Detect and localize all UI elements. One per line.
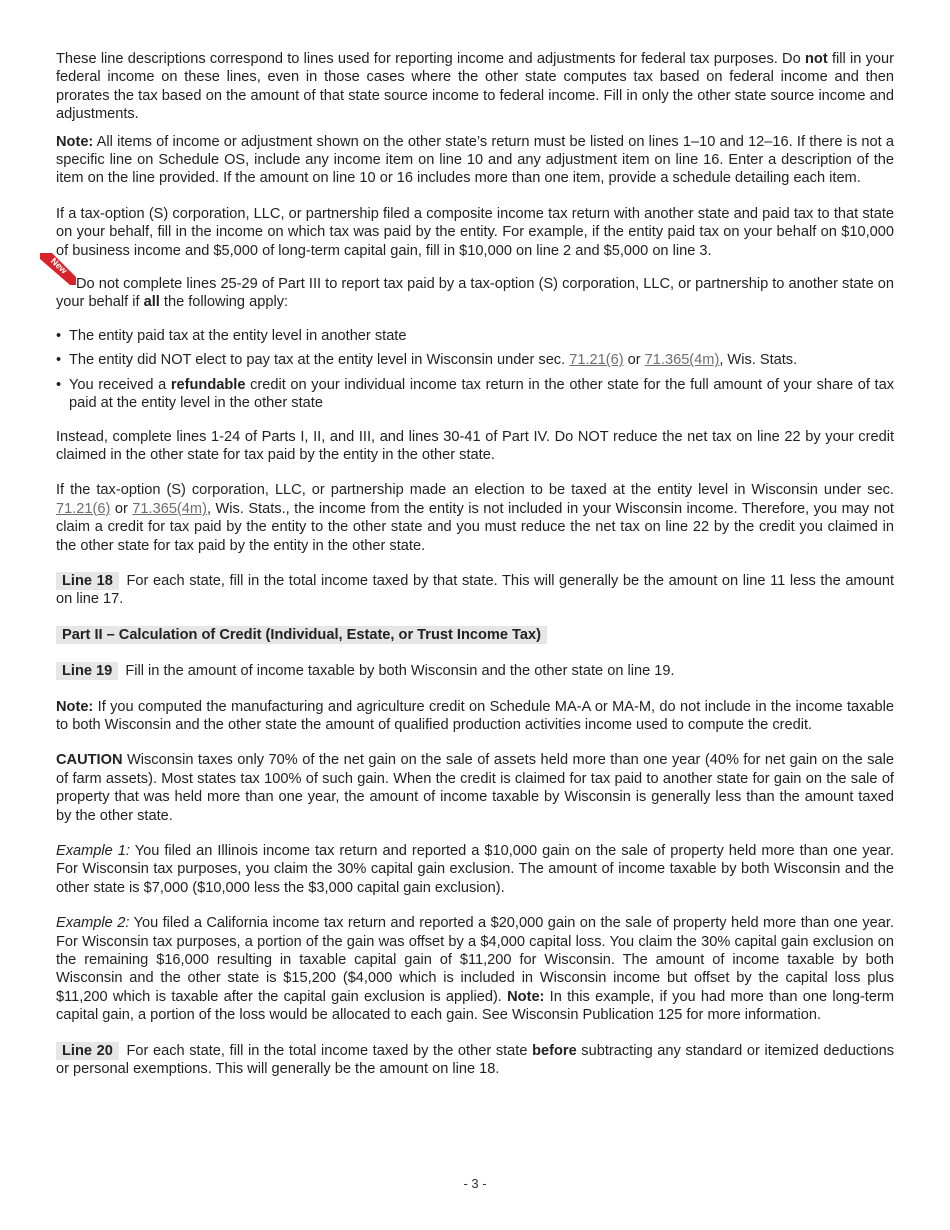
- list-item: • You received a refundable credit on your individual income tax return in the other state for the full amount of your share of tax paid at the entity level in the other state: [56, 376, 894, 413]
- statute-link-71-21-6[interactable]: 71.21(6): [569, 352, 624, 369]
- instead-paragraph: Instead, complete lines 1-24 of Parts I, II, and III, and lines 30-41 of Part IV. Do NOT reduce the net tax on line 22 by your credit claimed in the other state for tax paid by the entity in the other state.: [56, 428, 894, 463]
- line-20-paragraph: Line 20 For each state, fill in the total income taxed by the other state before subtracting any standard or itemized deductions or personal exemptions. This will generally be the amount on line 18.: [56, 1042, 894, 1078]
- list-item: • The entity did NOT elect to pay tax at the entity level in Wisconsin under sec. 71.21(6) or 71.365(4m), Wis. Stats.: [56, 351, 894, 369]
- note-manufacturing-credit: Note: If you computed the manufacturing and agriculture credit on Schedule MA-A or MA-M, do not include in the income taxable to both Wisconsin and the other state the amount of qualified production activities income used to compute the credit.: [56, 698, 894, 733]
- list-item: • The entity paid tax at the entity level in another state: [56, 327, 894, 345]
- new-badge-icon: [36, 253, 76, 285]
- statute-link-71-365-4m[interactable]: 71.365(4m): [644, 352, 720, 369]
- line-20-label: Line 20: [56, 1042, 119, 1060]
- part-2-heading: Part II – Calculation of Credit (Individual, Estate, or Trust Income Tax): [56, 626, 547, 644]
- conditions-list: [56, 327, 894, 413]
- statute-link-71-365-4m[interactable]: 71.365(4m): [132, 500, 207, 517]
- do-not-complete-paragraph: New Do not complete lines 25-29 of Part III to report tax paid by a tax-option (S) corporation, LLC, or partnership to another state on your behalf if all the following apply:: [56, 275, 894, 312]
- document-page: [48, 50, 895, 1078]
- statute-link-71-21-6[interactable]: 71.21(6): [56, 500, 111, 517]
- line-19-label: Line 19: [56, 662, 118, 680]
- new-badge-label: New: [48, 255, 70, 276]
- caution-paragraph: CAUTION Wisconsin taxes only 70% of the net gain on the sale of assets held more than one year (40% for net gain on the sale of farm assets). Most states tax 100% of such gain. When the credit is claimed for tax paid to another state for gain on the sale of property that was held more than one year, the amount of income taxable by Wisconsin is generally less than the amount taxed by the other state.: [56, 752, 894, 824]
- composite-return-paragraph: If a tax-option (S) corporation, LLC, or partnership filed a composite income tax return with another state and paid tax to that state on your behalf, fill in the income on which tax was paid by the entity. For example, if the entity paid tax on your behalf on $10,000 of business income and $5,000 of long-term capital gain, fill in $10,000 on line 2 and $5,000 on line 3.: [56, 205, 894, 259]
- line-18-paragraph: Line 18 For each state, fill in the total income taxed by that state. This will generally be the amount on line 11 less the amount on line 17.: [56, 572, 894, 608]
- example-2-paragraph: Example 2: You filed a California income tax return and reported a $20,000 gain on the sale of property held more than one year. For Wisconsin tax purposes, a portion of the gain was offset by a $4,000 capital loss. You claim the 30% capital gain exclusion on the remaining $16,000 resulting in taxable capital gain of $11,200 for Wisconsin. The amount of income taxable by both Wisconsin and the other state is $15,200 ($4,000 which is included in Wisconsin income but offset by the capital loss plus $11,200 which is taxable after the capital gain exclusion is applied). Note: In this example, if you had more than one long-term capital gain, a portion of the loss would be allocated to each gain. See Wisconsin Publication 125 for more information.: [56, 915, 894, 1024]
- entity-election-paragraph: If the tax-option (S) corporation, LLC, or partnership made an election to be taxed at the entity level in Wisconsin under sec. 71.21(6) or 71.365(4m), Wis. Stats., the income from the entity is not included in your Wisconsin income. Therefore, you may not claim a credit for tax paid by the entity to the other state and you must reduce the net tax on line 22 by the credit you claimed in the other state for tax paid by the entity in the other state.: [56, 482, 894, 554]
- line-19-paragraph: Line 19 Fill in the amount of income taxable by both Wisconsin and the other state on line 19.: [56, 662, 894, 680]
- line-18-label: Line 18: [56, 572, 119, 590]
- page-number: - 3 -: [463, 1176, 487, 1191]
- intro-paragraph: These line descriptions correspond to lines used for reporting income and adjustments for federal tax purposes. Do not fill in your federal income on these lines, even in those cases where the other state computes tax based on federal income and then prorates the tax based on the amount of that state source income to federal income. Fill in only the other state source income and adjustments.: [56, 51, 894, 123]
- example-1-paragraph: Example 1: You filed an Illinois income tax return and reported a $10,000 gain on the sale of property held more than one year. For Wisconsin tax purposes, you claim the 30% capital gain exclusion. The amount of income taxable by both Wisconsin and the other state is $7,000 ($10,000 less the $3,000 capital gain exclusion).: [56, 843, 895, 896]
- note-income-adjustments: Note: All items of income or adjustment shown on the other state’s return must be listed on lines 1–10 and 12–16. If there is not a specific line on Schedule OS, include any income item on line 10 and any adjustment item on line 16. Enter a description of the item on the line provided. If the amount on line 10 or 16 includes more than one item, provide a schedule detailing each item.: [56, 133, 894, 187]
